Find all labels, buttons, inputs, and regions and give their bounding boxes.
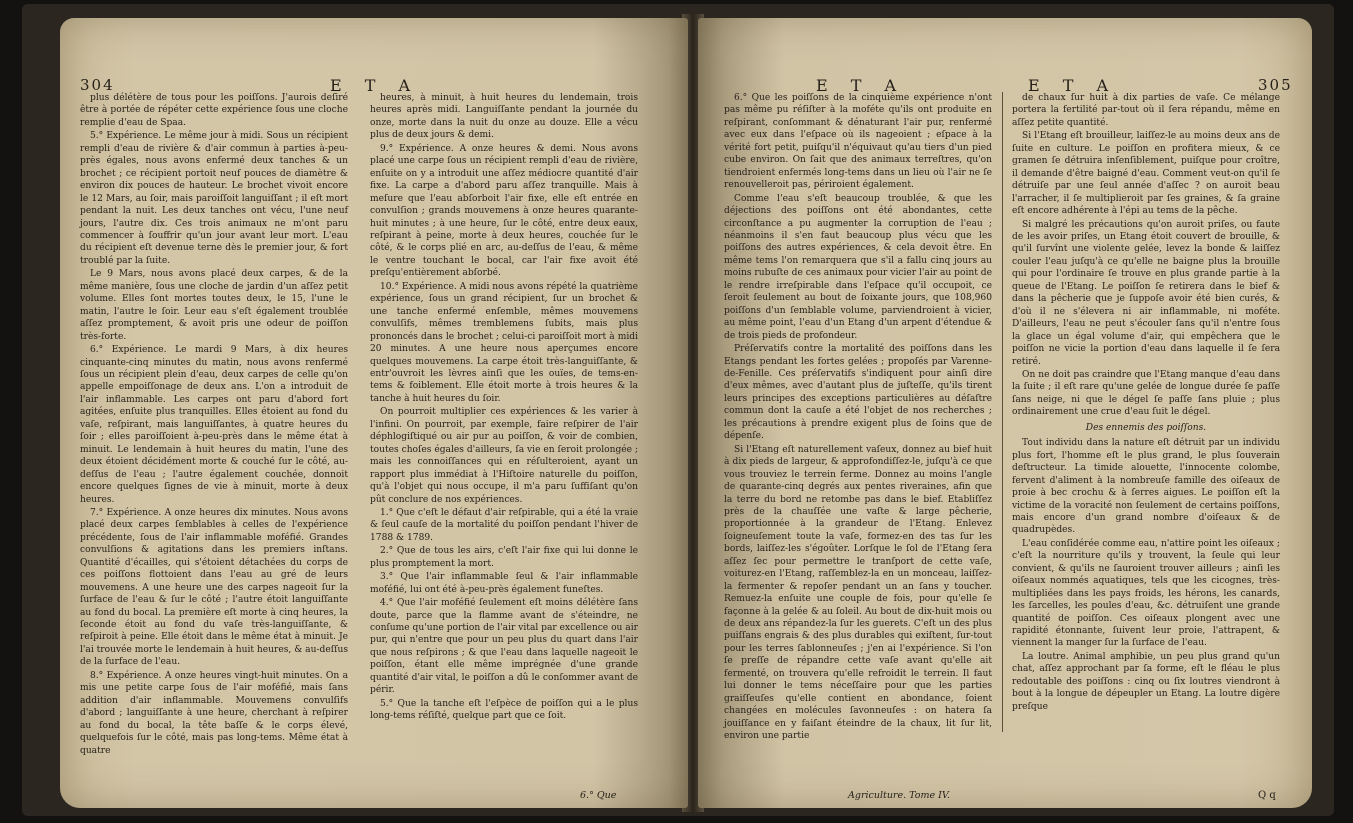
paragraph: Si malgré les précautions qu'on auroit priſes, ou faute de les avoir priſes, un Etang étoit couvert de brouille, & qu'il ſurvînt une violente gelée, levez la bonde & laiſſez couler l'eau juſqu'à ce qu'elle ne baigne plus la brouille qui pour l'ordinaire ſe trouve en plus grande partie à la queue de l'Etang. Le poiſſon ſe retirera dans le bief & dans la pêcherie que je ſuppoſe avoir été bien curés, & d'où il ne s'élevera ni air inflammable, ni moféte. D'ailleurs, l'eau ne peut s'écouler ſans qu'il n'entre ſous la glace un égal volume d'air, qui empêchera que le poiſſon ne vicie la portion d'eau dans laquelle il ſe ſera retiré. bbox=[1012, 219, 1280, 367]
left-column-1 bbox=[80, 92, 348, 758]
paragraph: 1.° Que c'eſt le défaut d'air reſpirable, qui a été la vraie & ſeul cauſe de la mortalité du poiſſon pendant l'hiver de 1788 & 1789. bbox=[370, 507, 638, 543]
page-number-left: 304 bbox=[80, 76, 115, 94]
right-page bbox=[698, 18, 1312, 808]
paragraph: Si l'Etang eſt brouilleur, laiſſez-le au moins deux ans de ſuite en culture. Le poiſſon en profitera mieux, & ce gramen ſe détruira inſenſiblement, puiſque pour croître, il demande d'être baigné d'eau. Comment veut-on qu'il ſe détruiſe par une ſeul année d'aſſec ? on auroit beau l'arracher, il ſe multiplieroit par ſes graines, & ſa graine eſt encore adhérente à l'épi au tems de la pêche. bbox=[1012, 131, 1280, 217]
paragraph: Préſervatifs contre la mortalité des poiſſons dans les Etangs pendant les fortes gelées ; propoſés par Varenne-de-Fenille. Ces préſervatifs s'indiquent pour ainſi dire d'eux mêmes, avec d'autant plus de juſteſſe, qu'ils tirent leurs principes des exceptions particulières au déſaſtre commun dont la cauſe a été l'objet de nos recherches ; les précautions à prendre exigent plus de ſoins que de dépenſe. bbox=[724, 344, 992, 442]
paragraph: 5.° Expérience. Le même jour à midi. Sous un récipient rempli d'eau de rivière & d'air commun à parties à-peu-près égales, nous avons enfermé deux tanches & un brochet ; ce récipient portoit neuf pouces de diamètre & environ dix pouces de hauteur. Le brochet vivoit encore le 12 Mars, au ſoir, mais paroiſſoit languiſſant ; il eſt mort pendant la nuit. Les deux tanches ont vécu, l'une neuf jours, l'autre dix. Ces trois animaux ne m'ont paru commencer à ſouffrir qu'un jour avant leur mort. L'eau du récipient eſt devenue terne dès le premier jour, & fort troublé par la ſuite. bbox=[80, 131, 348, 266]
paragraph: 2.° Que de tous les airs, c'eſt l'air fixe qui lui donne le plus promptement la mort. bbox=[370, 546, 638, 569]
book-spread bbox=[22, 4, 1334, 816]
paragraph: plus délétère de tous pour les poiſſons. J'aurois deſiré être à portée de répéter cette expérience ſous une cloche remplie d'eau de Spaa. bbox=[80, 93, 348, 128]
signature-mark: Q q bbox=[1258, 790, 1276, 801]
right-column-2 bbox=[1012, 92, 1280, 714]
right-column-1 bbox=[724, 92, 992, 744]
paragraph: 9.° Expérience. A onze heures & demi. Nous avons placé une carpe ſous un récipient rempli d'eau de rivière, enſuite on y a introduit une aſſez médiocre quantité d'air fixe. La carpe a d'abord paru aſſez tranquille. Mais à meſure que l'eau abſorboit l'air fixe, elle eſt entrée en convulſion ; grands mouvemens à onze heures quarante-huit minutes ; à une heure, ſur le côté, entre deux eaux, reſpirant à peine, morte à deux heures, couchée ſur le côté, & le corps plié en arc, au-deſſus de l'eau, & même le ventre touchant le bocal, car l'air fixe avoit été preſqu'entièrement abſorbé. bbox=[370, 143, 638, 279]
paragraph: heures, à minuit, à huit heures du lendemain, trois heures après midi. Languiſſante pendant la journée du onze, morte dans la nuit du onze au douze. Elle a vécu plus de deux jours & demi. bbox=[370, 93, 638, 141]
paragraph: 4.° Que l'air moféfié ſeulement eſt moins délétère ſans doute, parce que la flamme avant de s'éteindre, ne conſume qu'une portion de l'air vital par excellence ou air pur, qui n'entre que pour un peu plus du quart dans l'air que nous reſpirons ; & que l'eau dans laquelle nageoit le poiſſon, étant elle même imprégnée d'une grande quantité d'air vital, le poiſſon a dû le conſommer avant de périr. bbox=[370, 598, 638, 696]
page-number-right: 305 bbox=[1258, 76, 1293, 94]
paragraph: 6.° Que les poiſſons de la cinquième expérience n'ont pas même pu réſiſter à la moféte qu'ils ont produite en reſpirant, conſommant & dénaturant l'air pur, renfermé avec eux dans l'eſpace où ils nageoient ; eſpace à la vérité fort petit, puiſqu'il n'équivaut qu'au tiers d'un pied cube environ. On ſait que des animaux terreſtres, qu'on tiendroient enfermés long-tems dans un lieu où l'air ne ſe renouvelleroit pas, périroient également. bbox=[724, 93, 992, 191]
left-column-2 bbox=[370, 92, 638, 724]
paragraph: 6.° Expérience. Le mardi 9 Mars, à dix heures cinquante-cinq minutes du matin, nous avons renfermé ſous un récipient plein d'eau, deux carpes de celle qu'on appelle empoiſſonage de deux ans. L'on a introduit de l'air inflammable. Les carpes ont paru d'abord fort agitées, enſuite plus tranquilles. Elles étoient au fond du vaſe, reſpirant, mais languiſſantes, à quatre heures du ſoir ; elles paroiſſoient à-peu-près dans le même état à minuit. Le lendemain à huit heures du matin, l'une des deux étoient décidément morte & couché ſur le côté, au-deſſus de l'eau ; l'autre également couchée, donnoit encore quelques ſignes de vie à minuit, morte à deux heures. bbox=[80, 345, 348, 505]
paragraph: 3.° Que l'air inflammable ſeul & l'air inflammable moféfié, lui ont été à-peu-près également funeſtes. bbox=[370, 572, 638, 595]
paragraph: L'eau conſidérée comme eau, n'attire point les oiſeaux ; c'eſt la nourriture qu'ils y trouvent, la ſeule qui leur convient, & qu'ils ne ſauroient trouver ailleurs ; ainſi les oiſeaux nommés aquatiques, tels que les cicognes, très-multipliées dans les pays froids, les hérons, les canards, les ſarcelles, les poules d'eau, &c. détruiſent une grande quantité de poiſſon. Ces oiſeaux plongent avec une rapidité étonnante, ſuivent leur proie, l'attrapent, & viennent la manger ſur la ſurface de l'eau. bbox=[1012, 538, 1280, 649]
running-head-right-2: E T A bbox=[1028, 76, 1118, 95]
paragraph: 7.° Expérience. A onze heures dix minutes. Nous avons placé deux carpes ſemblables à celles de l'expérience précédente, ſous de l'air inflammable moféfié. Grandes convulſions & agitations dans les premiers inſtans. Quantité d'écailles, qui s'étoient détachées du corps de ces poiſſons flottoient dans l'eau au gré de leurs mouvemens. A une heure une des carpes nageoit ſur la ſurface de l'eau & ſur le côté ; l'autre étoit languiſſante au fond du bocal. La première eſt morte à cinq heures, la ſeconde étoit au fond du vaſe très-languiſſante, & reſpiroit à peine. Elle étoit dans le même état à minuit. Je l'ai trouvée morte le lendemain à huit heures, & au-deſſus de la ſurface de l'eau. bbox=[80, 507, 348, 668]
paragraph: 8.° Expérience. A onze heures vingt-huit minutes. On a mis une petite carpe ſous de l'air moféfié, mais ſans addition d'air inflammable. Mouvemens convulſifs d'abord ; languiſſante à une heure, cherchant à reſpirer au fond du bocal, la tête baſſe & le corps élevé, quelquefois ſur le côté, mais pas long-tems. Même état à quatre bbox=[80, 670, 348, 756]
paragraph: Si l'Etang eſt naturellement vaſeux, donnez au bief huit à dix pieds de largeur, & approfondiſſez-le, juſqu'à ce que vous trouviez le terrein ferme. Donnez au moins l'angle de quarante-cinq degrés aux pentes riveraines, afin que la terre du bord ne retombe pas dans le bief. Etabliſſez près de la chauſſée une vaſte & large pêcherie, proportionnée à la grandeur de l'Etang. Enlevez ſoigneuſement toute la vaſe, formez-en des tas ſur les bords, laiſſez-les s'égoûter. Lorſque le ſol de l'Etang ſera aſſez ſec pour permettre le tranſport de cette vaſe, voiturez-en l'Etang, raſſemblez-la en un monceau, laiſſez-la fermenter & repoſer pendant un an ſans y toucher. Remuez-la enſuite une couple de fois, pour qu'elle ſe façonne à la gelée & au ſoleil. Au bout de dix-huit mois ou de deux ans répandez-la ſur les guerets. C'eſt un des plus puiſſans engrais & des plus durables qui exiſtent, ſur-tout pour les terres ſablonneuſes ; j'en ai l'expérience. Si l'on ſe preſſe de répandre cette vaſe avant qu'elle ait fermenté, on trouvera qu'elle refroidit le terrein. Il faut lui donner le tems néceſſaire pour que les parties graiſſeuſes qu'elle contient en abondance, ſoient changées en molécules ſavonneuſes : on hatera ſa jouiſſance en y faiſant éteindre de la chaux, lit ſur lit, environ une partie bbox=[724, 444, 992, 742]
paragraph: On pourroit multiplier ces expériences & les varier à l'infini. On pourroit, par exemple, faire reſpirer de l'air déphlogiſtiqué ou air pur au poiſſon, & voir de combien, toutes choſes égales d'ailleurs, ſa vie en ſeroit prolongée ; mais les connoiſſances qui en réſulteroient, ayant un rapport plus immédiat à l'Hiſtoire naturelle du poiſſon, qu'à l'objet qui nous occupe, il m'a paru ſuffiſant qu'on pût conclure de nos expériences. bbox=[370, 407, 638, 505]
paragraph: La loutre. Animal amphibie, un peu plus grand qu'un chat, aſſez approchant par ſa forme, eſt le fléau le plus redoutable des poiſſons : cinq ou ſix loutres viendront à bout à la longue de dépeupler un Etang. La loutre digère preſque bbox=[1012, 651, 1280, 712]
running-head-right-1: E T A bbox=[816, 76, 906, 95]
paragraph: 5.° Que la tanche eſt l'eſpèce de poiſſon qui a le plus long-tems réſiſté, quelque part que ce ſoit. bbox=[370, 698, 638, 722]
paragraph: 10.° Expérience. A midi nous avons répété la quatrième expérience, ſous un grand récipient, ſur un brochet & une tanche enfermé enſemble, mêmes mouvemens convulſifs, mêmes tremblemens ſubits, mais plus prononcés dans le brochet ; celui-ci paroiſſoit mort à midi 20 minutes. A une heure nous aperçumes encore quelques mouvemens. La carpe étoit très-languiſſante, & entr'ouvroit les lèvres ainſi que les ouïes, de tems-en-tems & foiblement. Elle étoit morte à trois heures & la tanche à huit heures du ſoir. bbox=[370, 281, 638, 404]
catchword: 6.° Que bbox=[580, 790, 617, 801]
paragraph: Tout individu dans la nature eſt détruit par un individu plus fort, l'homme eſt le plus grand, le plus ſouverain deſtructeur. La timide alouette, l'innocente colombe, fervent d'aliment à la nombreuſe famille des oiſeaux de proie à bec crochu & à ſerres aigues. Le poiſſon eſt la victime de la voracité non ſeulement de certains poiſſons, mais encore d'un grand nombre d'oiſeaux & de quadrupèdes. bbox=[1012, 438, 1280, 536]
paragraph: de chaux ſur huit à dix parties de vaſe. Ce mélange portera la fertilité par-tout où il ſera répandu, même en aſſez petite quantité. bbox=[1012, 93, 1280, 128]
section-heading: Des ennemis des poiſſons. bbox=[1085, 422, 1207, 433]
paragraph: Comme l'eau s'eſt beaucoup troublée, & que les déjections des poiſſons ont été abondantes, cette circonſtance a pu augmenter la corruption de l'eau ; néanmoins il s'en faut beaucoup plus vécu que les poiſſons des autres expériences, & cela devoit être. En même tems l'on remarquera que s'il a fallu cinq jours au moins rubuſte de ces animaux pour vicier l'air au point de le rendre irreſpirable dans l'eſpace qu'il occupoit, ce ſeroit ſeulement au bout de ſoixante jours, que 108,960 poiſſons d'un ſemblable volume, parviendroient à vicier, au même point, l'eau d'un Etang d'un arpent d'étendue & de trois pieds de profondeur. bbox=[724, 193, 992, 341]
footer-title: Agriculture. Tome IV. bbox=[848, 790, 951, 801]
paragraph: On ne doit pas craindre que l'Etang manque d'eau dans la ſuite ; il eſt rare qu'une gelée de longue durée ſe paſſe ſans neige, ni que le dégel ſe paſſe ſans pluie ; plus ordinairement une crue d'eau ſuit le dégel. bbox=[1012, 369, 1280, 418]
paragraph: Le 9 Mars, nous avons placé deux carpes, & de la même manière, ſous une cloche de jardin d'un aſſez petit volume. Elles ſont mortes toutes deux, le 15, l'une le matin, l'autre le ſoir. Leur eau s'eſt également troublée aſſez promptement, & avoit pris une odeur de poiſſon très-forte. bbox=[80, 269, 348, 342]
running-head-left: E T A bbox=[330, 76, 420, 95]
column-rule bbox=[1002, 92, 1003, 732]
left-page bbox=[60, 18, 688, 808]
